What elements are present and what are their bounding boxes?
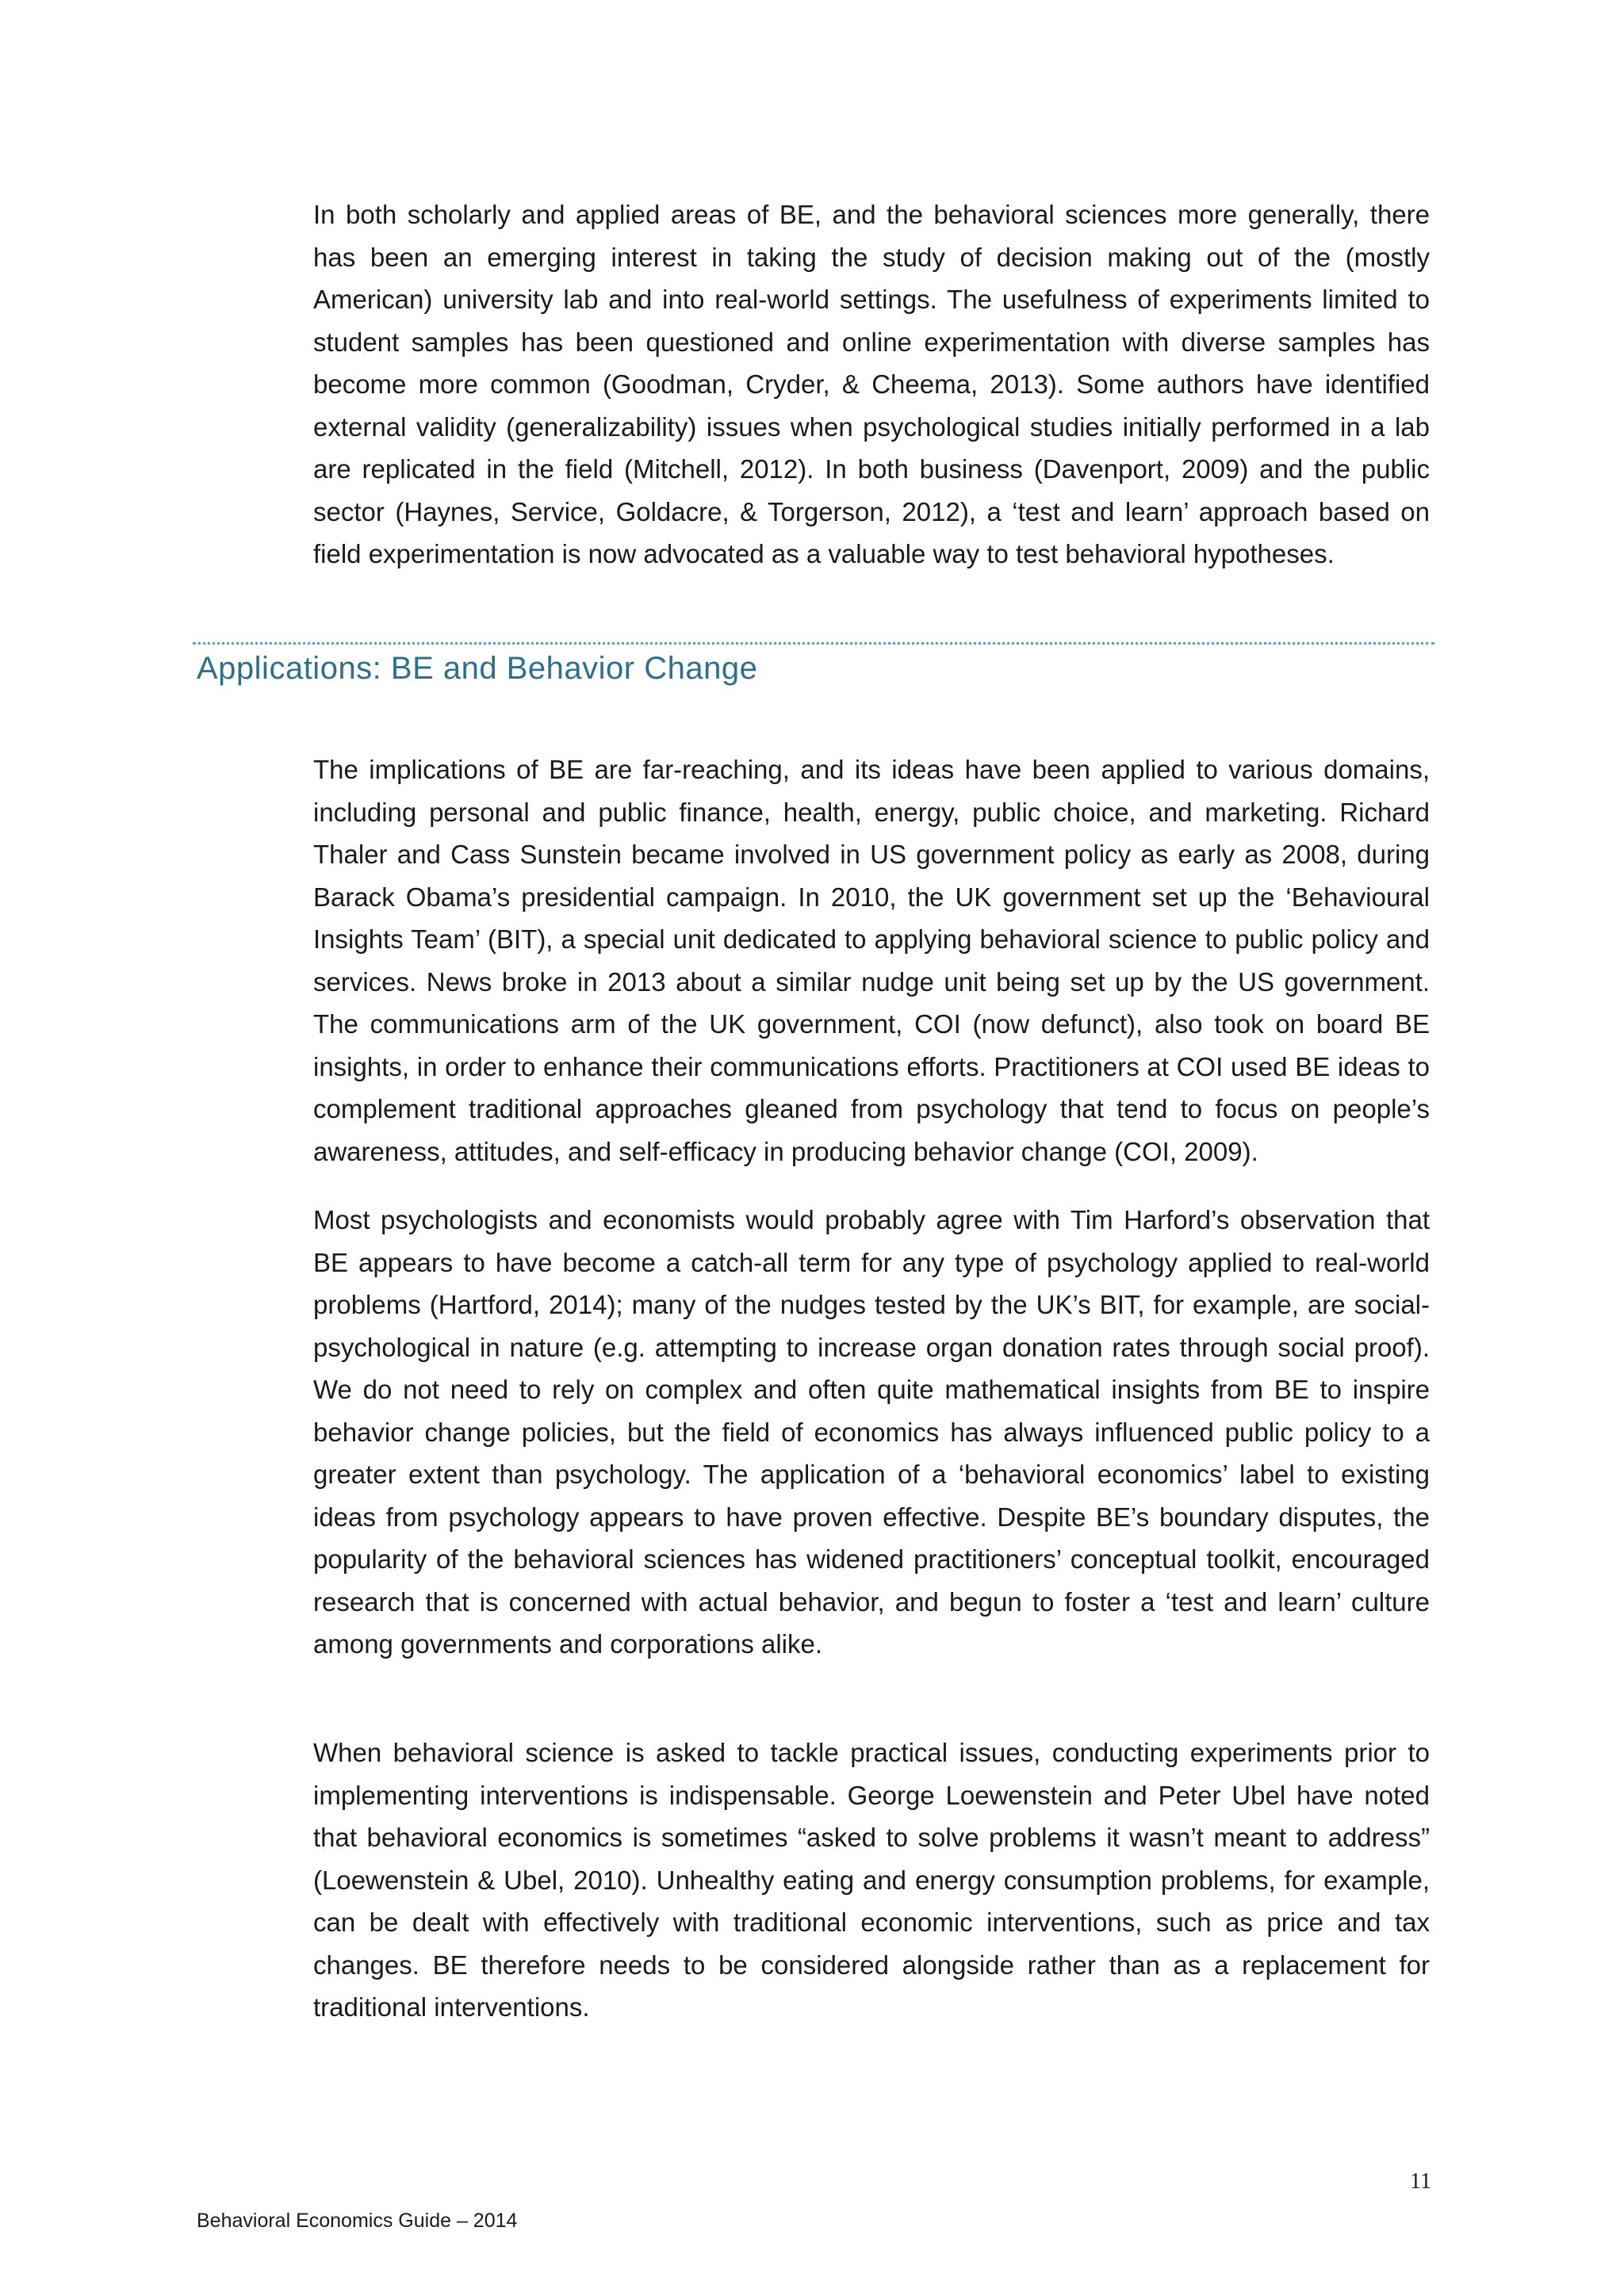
section-paragraph: The implications of BE are far-reaching, and its ideas have been applied to various domains, including personal and public finance, health, energy, public choice, and marketing. Richard Thaler and Cass Sunstein became involved in US government policy as early as 2008, during Barack Obama’s presidential campaign. In 2010, the UK government set up the ‘Behavioural Insights Team’ (BIT), a special unit dedicated to applying behavioral science to public policy and services. News broke in 2013 about a similar nudge unit being set up by the US government. The communications arm of the UK government, COI (now defunct), also took on board BE insights, in order to enhance their communications efforts. Practitioners at COI used BE ideas to complement traditional approaches gleaned from psychology that tend to focus on people’s awareness, attitudes, and self-efficacy in producing behavior change (COI, 2009). (313, 755, 1430, 1166)
intro-paragraph: In both scholarly and applied areas of BE, and the behavioral sciences more generally, there has been an emerging interest in taking the study of decision making out of the (mostly American) university lab and into real-world settings. The usefulness of experiments limited to student samples has been questioned and online experimentation with diverse samples has become more common (Goodman, Cryder, & Cheema, 2013). Some authors have identified external validity (generalizability) issues when psychological studies initially performed in a lab are replicated in the field (Mitchell, 2012). In both business (Davenport, 2009) and the public sector (Haynes, Service, Goldacre, & Torgerson, 2012), a ‘test and learn’ approach based on field experimentation is now advocated as a valuable way to test behavioral hypotheses. (313, 200, 1430, 568)
section-paragraph: When behavioral science is asked to tackle practical issues, conducting experiments prior to implementing interventions is indispensable. George Loewenstein and Peter Ubel have noted that behavioral economics is sometimes “asked to solve problems it wasn’t meant to address” (Loewenstein & Ubel, 2010). Unhealthy eating and energy consumption problems, for example, can be dealt with effectively with traditional economic interventions, such as price and tax changes. BE therefore needs to be considered alongside rather than as a replacement for traditional interventions. (313, 1738, 1430, 2022)
page-footer: Behavioral Economics Guide – 2014 (197, 2210, 518, 2232)
page-number: 11 (1410, 2169, 1431, 2194)
section-heading: Applications: BE and Behavior Change (197, 651, 758, 686)
section-paragraph: Most psychologists and economists would probably agree with Tim Harford’s observation that BE appears to have become a catch-all term for any type of psychology applied to real-world problems (Hartford, 2014); many of the nudges tested by the UK’s BIT, for example, are social-psychological in nature (e.g. attempting to increase organ donation rates through social proof). We do not need to rely on complex and often quite mathematical insights from BE to inspire behavior change policies, but the field of economics has always influenced public policy to a greater extent than psychology. The application of a ‘behavioral economics’ label to existing ideas from psychology appears to have proven effective. Despite BE’s boundary disputes, the popularity of the behavioral sciences has widened practitioners’ conceptual toolkit, encouraged research that is concerned with actual behavior, and begun to foster a ‘test and learn’ culture among governments and corporations alike. (313, 1205, 1430, 1659)
